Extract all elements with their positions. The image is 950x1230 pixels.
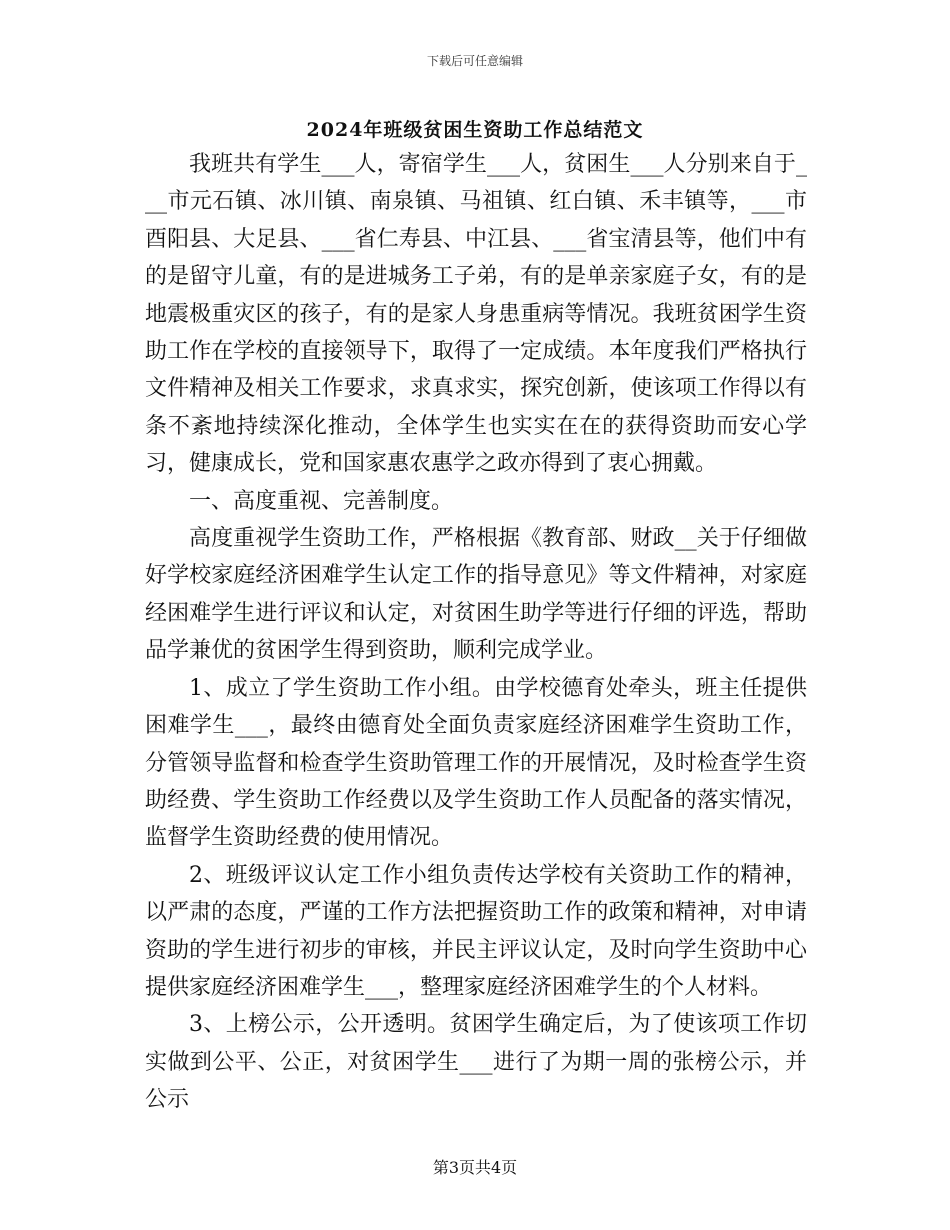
paragraph-emphasis: 高度重视学生资助工作，严格根据《教育部、财政__关于仔细做好学校家庭经济困难学生认定工作的指导意见》等文件精神，对家庭经困难学生进行评议和认定，对贫困生助学等进行仔细的评选，帮助品学兼优的贫困学生得到资助，顺利完成学业。 bbox=[145, 526, 807, 664]
paragraph-intro: 我班共有学生___人，寄宿学生___人，贫困生___人分别来自于___市元石镇、冰川镇、南泉镇、马祖镇、红白镇、禾丰镇等，___市酉阳县、大足县、___省仁寿县、中江县、___省宝清县等，他们中有的是留守儿童，有的是进城务工子弟，有的是单亲家庭子女，有的是地震极重灾区的孩子，有的是家人身患重病等情况。我班贫困学生资助工作在学校的直接领导下，取得了一定成绩。本年度我们严格执行文件精神及相关工作要求，求真求实，探究创新，使该项工作得以有条不紊地持续深化推动，全体学生也实实在在的获得资助而安心学习，健康成长，党和国家惠农惠学之政亦得到了衷心拥戴。 bbox=[145, 152, 807, 477]
paragraph-item-3: 3、上榜公示，公开透明。贫困学生确定后，为了使该项工作切实做到公平、公正，对贫困学生___进行了为期一周的张榜公示，并公示 bbox=[145, 1012, 807, 1113]
document-body bbox=[145, 146, 807, 1119]
header-note: 下载后可任意编辑 bbox=[426, 54, 523, 68]
document-title: 2024年班级贫困生资助工作总结范文 bbox=[306, 119, 644, 141]
paragraph-section-heading: 一、高度重视、完善制度。 bbox=[189, 488, 454, 514]
page-number-footer: 第3页共4页 bbox=[432, 1158, 518, 1177]
paragraph-item-1: 1、成立了学生资助工作小组。由学校德育处牵头，班主任提供困难学生___，最终由德育处全面负责家庭经济困难学生资助工作，分管领导监督和检查学生资助管理工作的开展情况，及时检查学生资助经费、学生资助工作经费以及学生资助工作人员配备的落实情况，监督学生资助经费的使用情况。 bbox=[145, 675, 807, 851]
paragraph-item-2: 2、班级评议认定工作小组负责传达学校有关资助工作的精神，以严肃的态度，严谨的工作方法把握资助工作的政策和精神，对申请资助的学生进行初步的审核，并民主评议认定，及时向学生资助中心提供家庭经济困难学生___，整理家庭经济困难学生的个人材料。 bbox=[145, 862, 807, 1000]
